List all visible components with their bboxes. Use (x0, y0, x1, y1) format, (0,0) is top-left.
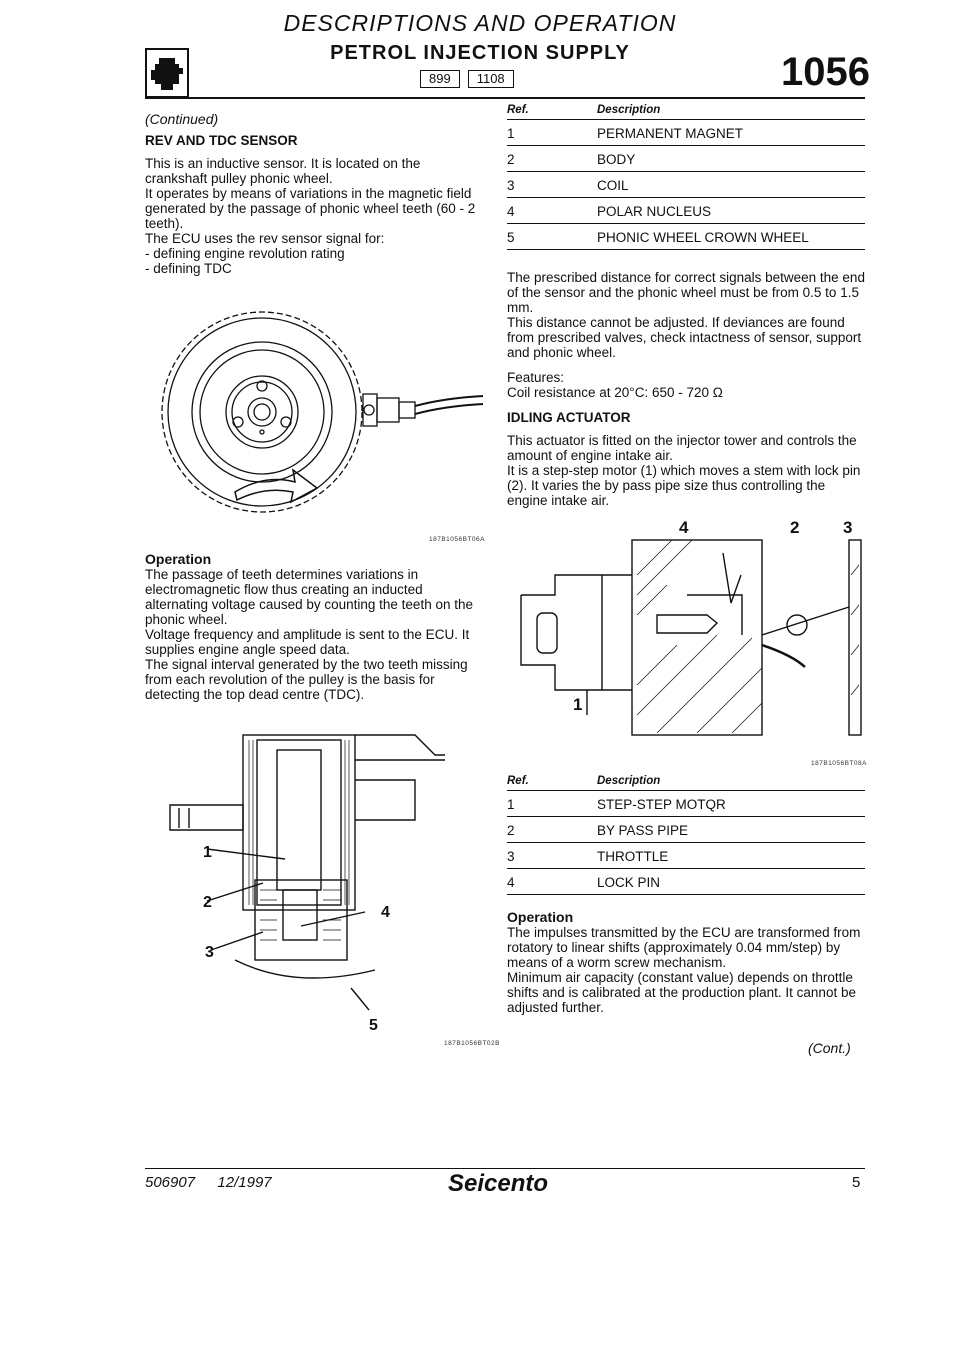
row-desc: PHONIC WHEEL CROWN WHEEL (597, 224, 865, 250)
table-row (507, 224, 865, 250)
fig2-label-5: 5 (369, 1017, 378, 1034)
table-row (507, 172, 865, 198)
table-row (507, 843, 865, 869)
description-column-header: Description (597, 104, 865, 120)
idling-line-2: It is a step-step motor (1) which moves a stem with lock pin (2). It varies the by pass pipe size thus controlling the engine intake air. (507, 463, 861, 508)
row-desc: STEP-STEP MOTQR (597, 791, 865, 817)
doc-date: 12/1997 (217, 1174, 272, 1191)
model-code-899: 899 (420, 70, 460, 88)
ref-column-header: Ref. (507, 775, 597, 791)
figure-code-2: 187B1056BT02B (443, 1040, 500, 1047)
operation-heading-right: Operation (507, 909, 574, 925)
continued-next-label: (Cont.) (808, 1040, 851, 1056)
fig2-label-3: 3 (205, 944, 214, 961)
figure-code-3: 187B1056BT08A (810, 760, 867, 767)
fig2-label-1: 1 (203, 844, 212, 861)
sensor-section-figure (145, 720, 500, 1050)
section-number: 1056 (781, 50, 870, 94)
idling-line-1: This actuator is fitted on the injector tower and controls the amount of engine intake air. (507, 433, 857, 463)
operation-left-line-3: The signal interval generated by the two teeth missing from each revolution of the pulley is the basis for detecting the top dead centre (TDC). (145, 657, 468, 702)
idling-actuator-figure (507, 515, 872, 775)
row-ref: 1 (507, 791, 597, 817)
operation-left-line-2: Voltage frequency and amplitude is sent to the ECU. It supplies engine angle speed data. (145, 627, 470, 657)
intro-bullet-2: - defining TDC (145, 261, 232, 276)
features-label: Features: (507, 370, 565, 385)
table-row (507, 198, 865, 224)
reference-table-2 (507, 775, 865, 895)
page-header-subtitle: PETROL INJECTION SUPPLY (330, 42, 630, 64)
fig3-label-1: 1 (573, 695, 583, 714)
fig2-label-2: 2 (203, 894, 212, 911)
left-column-operation (145, 552, 485, 702)
row-desc: POLAR NUCLEUS (597, 198, 865, 224)
coil-resistance: Coil resistance at 20°C: 650 - 720 Ω (507, 385, 723, 400)
reference-table-1 (507, 104, 865, 250)
table-row (507, 120, 865, 146)
right-column-operation (507, 910, 867, 1015)
footer-doc-info (145, 1174, 272, 1191)
fig3-label-2: 2 (790, 518, 800, 537)
row-ref: 2 (507, 146, 597, 172)
row-ref: 3 (507, 843, 597, 869)
row-ref: 1 (507, 120, 597, 146)
idling-actuator-heading: IDLING ACTUATOR (507, 410, 631, 425)
distance-line-2: This distance cannot be adjusted. If deviances are found from prescribed valves, check intactness of sensor, support and phonic wheel. (507, 315, 862, 360)
row-desc: PERMANENT MAGNET (597, 120, 865, 146)
brand-logo: Seicento (448, 1170, 549, 1197)
fig3-label-4: 4 (679, 518, 689, 537)
left-column-intro (145, 112, 485, 276)
fig2-label-4: 4 (381, 904, 390, 921)
intro-bullet-1: - defining engine revolution rating (145, 246, 345, 261)
table-row (507, 869, 865, 895)
page-number: 5 (852, 1174, 861, 1191)
operation-left-line-1: The passage of teeth determines variations in electromagnetic flow thus creating an inducted alternating voltage caused by counting the teeth on the phonic wheel. (145, 567, 473, 627)
distance-line-1: The prescribed distance for correct signals between the end of the sensor and the phonic wheel must be from 0.5 to 1.5 mm. (507, 270, 865, 315)
header-rule (145, 97, 865, 99)
model-code-1108: 1108 (468, 70, 514, 88)
intro-line-2: It operates by means of variations in the magnetic field generated by the passage of phonic wheel teeth (60 - 2 teeth). (145, 186, 476, 231)
intro-line-1: This is an inductive sensor. It is located on the crankshaft pulley phonic wheel. (145, 156, 421, 186)
operation-right-line-1: The impulses transmitted by the ECU are transformed from rotatory to linear shifts (approximately 0.04 mm/step) by means of a worm screw mechanism. (507, 925, 861, 970)
description-column-header: Description (597, 775, 865, 791)
row-ref: 4 (507, 198, 597, 224)
table-row (507, 146, 865, 172)
operation-heading-left: Operation (145, 551, 212, 567)
operation-right-line-2: Minimum air capacity (constant value) depends on throttle shifts and is calibrated at the production plant. It cannot be adjusted further. (507, 970, 856, 1015)
phonic-wheel-figure (145, 302, 490, 547)
row-ref: 5 (507, 224, 597, 250)
intro-line-3: The ECU uses the rev sensor signal for: (145, 231, 385, 246)
row-desc: LOCK PIN (597, 869, 865, 895)
row-ref: 3 (507, 172, 597, 198)
rev-tdc-heading: REV AND TDC SENSOR (145, 133, 298, 148)
row-desc: COIL (597, 172, 865, 198)
footer-rule (145, 1168, 865, 1169)
figure-code: 187B1056BT06A (428, 536, 485, 543)
continued-label: (Continued) (145, 111, 219, 127)
row-ref: 4 (507, 869, 597, 895)
row-ref: 2 (507, 817, 597, 843)
fig3-label-3: 3 (843, 518, 853, 537)
page-header-title: DESCRIPTIONS AND OPERATION (283, 10, 677, 36)
engine-icon (145, 48, 189, 98)
ref-column-header: Ref. (507, 104, 597, 120)
row-desc: THROTTLE (597, 843, 865, 869)
doc-number: 506907 (145, 1174, 196, 1191)
right-column-text (507, 270, 867, 508)
row-desc: BY PASS PIPE (597, 817, 865, 843)
row-desc: BODY (597, 146, 865, 172)
table-row (507, 817, 865, 843)
table-row (507, 791, 865, 817)
model-codes (420, 70, 514, 88)
